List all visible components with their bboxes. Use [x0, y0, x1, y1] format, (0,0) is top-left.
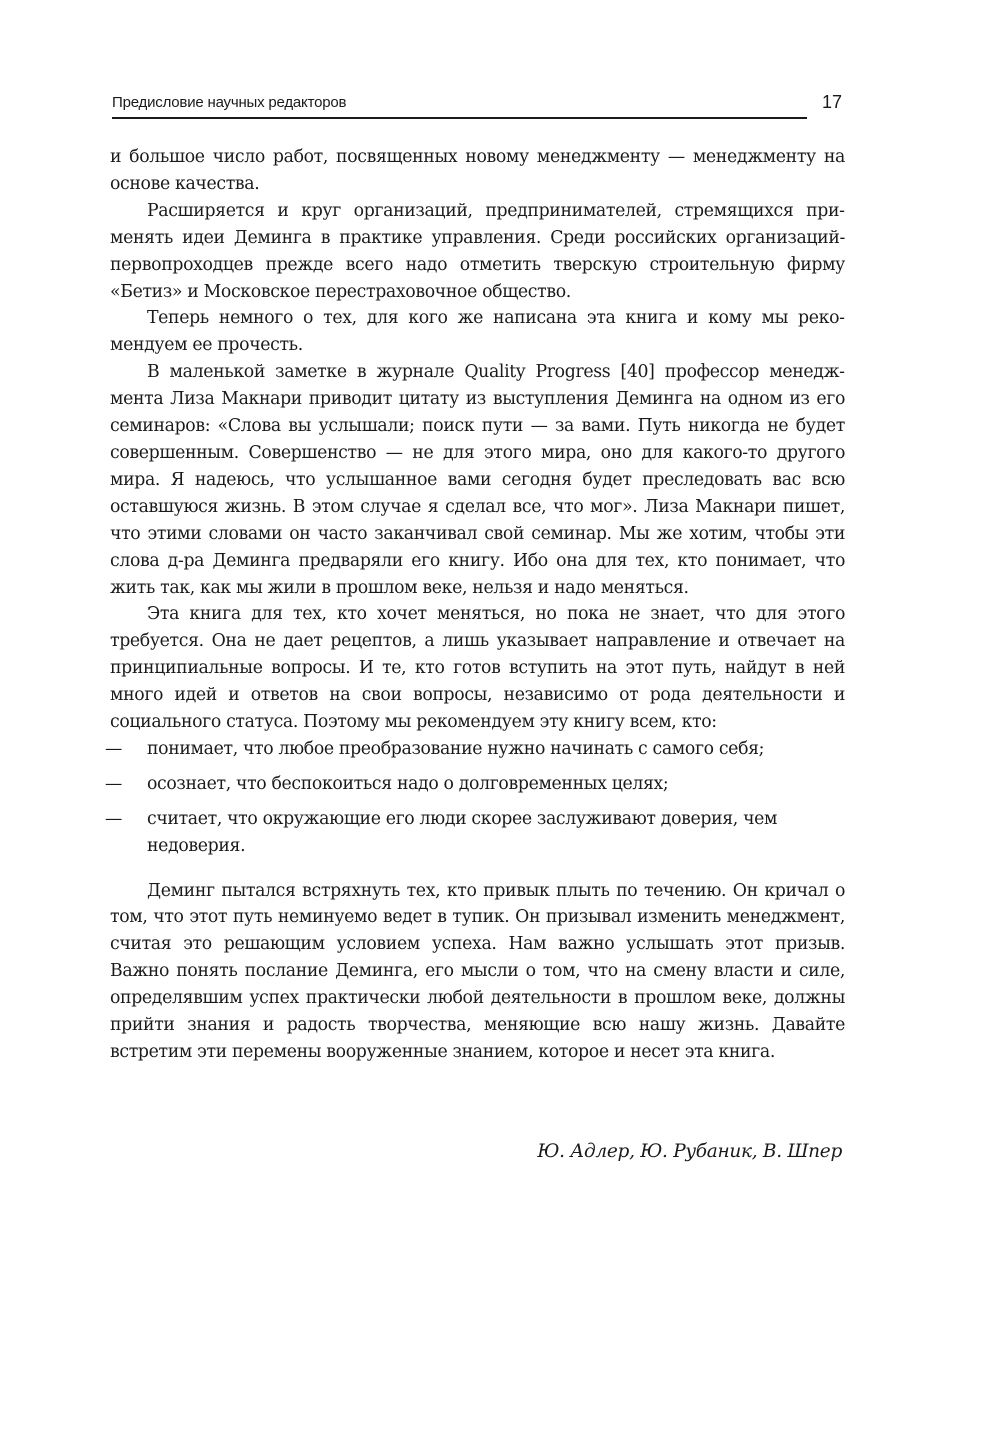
dash-bullet: — — [105, 738, 122, 759]
list-item-text: осознает, что беспокоиться надо о долговременных целях; — [147, 773, 669, 794]
dash-bullet: — — [105, 773, 122, 794]
paragraph: В маленькой заметке в журнале Quality Progress [40] профессор менеджмента Лиза Макнари приводит цитату из выступления Деминга на одном из его семинаров: «Слова вы услышали; поиск пути — за вами. Путь никогда не будет совершенным. Совершенство — не для этого мира, оно для какого-то другого мира. Я надеюсь, что услышанное вами сегодня будет преследовать вас всю оставшуюся жизнь. В этом случае я сделал все, что мог». Лиза Макнари пишет, что этими словами он часто заканчивал свой семинар. Мы же хотим, чтобы эти слова д-ра Деминга предваряли его книгу. Ибо она для тех, кто понимает, что жить так, как мы жили в прошлом веке, нельзя и надо меняться. — [110, 362, 845, 598]
list-item — [105, 771, 845, 798]
list-item-text: понимает, что любое преобразование нужно начинать с самого себя; — [147, 738, 765, 759]
running-head — [112, 92, 842, 118]
page-number: 17 — [821, 92, 842, 112]
list-item — [105, 736, 845, 763]
audience-list — [105, 736, 845, 860]
author-signature: Ю. Адлер, Ю. Рубаник, В. Шпер — [537, 1141, 842, 1162]
paragraph: Эта книга для тех, кто хочет меняться, но пока не знает, что для этого требуется. Она не дает рецептов, а лишь указывает направление и отвечает на принципиальные вопросы. И те, кто готов вступить на этот путь, найдут в ней много идей и ответов на свои вопросы, независимо от рода деятельности и социального статуса. Поэтому мы рекомендуем эту книгу всем, кто: — [110, 604, 845, 733]
paragraph: Расширяется и круг организаций, предпринимателей, стремящихся применять идеи Деминга в практике управления. Среди российских организаций-первопроходцев прежде всего надо отметить тверскую строительную фирму «Бетиз» и Московское перестраховочное общество. — [110, 200, 845, 302]
list-item — [105, 806, 845, 860]
header-rule — [112, 117, 807, 119]
closing-paragraph: Деминг пытался встряхнуть тех, кто привык плыть по течению. Он кричал о том, что этот путь неминуемо ведет в тупик. Он призывал изменить менеджмент, считая это решающим условием успеха. Нам важно услышать этот призыв. Важно понять послание Деминга, его мысли о том, что на смену власти и силе, определявшим успех практически любой деятельности в прошлом веке, должны прийти знания и радость творчества, меняющие всю нашу жизнь. Давайте встретим эти перемены вооруженные знанием, которое и несет эта книга. — [110, 880, 845, 1062]
paragraph-continuation: и большое число работ, посвященных новому менеджменту — менеджменту на основе качества. — [110, 147, 845, 194]
paragraph: Теперь немного о тех, для кого же написана эта книга и кому мы рекомендуем ее прочесть. — [110, 308, 845, 356]
dash-bullet: — — [105, 808, 122, 829]
section-title: Предисловие научных редакторов — [112, 94, 347, 111]
list-item-text: считает, что окружающие его люди скорее заслуживают доверия, чем недоверия. — [147, 808, 778, 856]
body-text — [105, 144, 845, 1066]
